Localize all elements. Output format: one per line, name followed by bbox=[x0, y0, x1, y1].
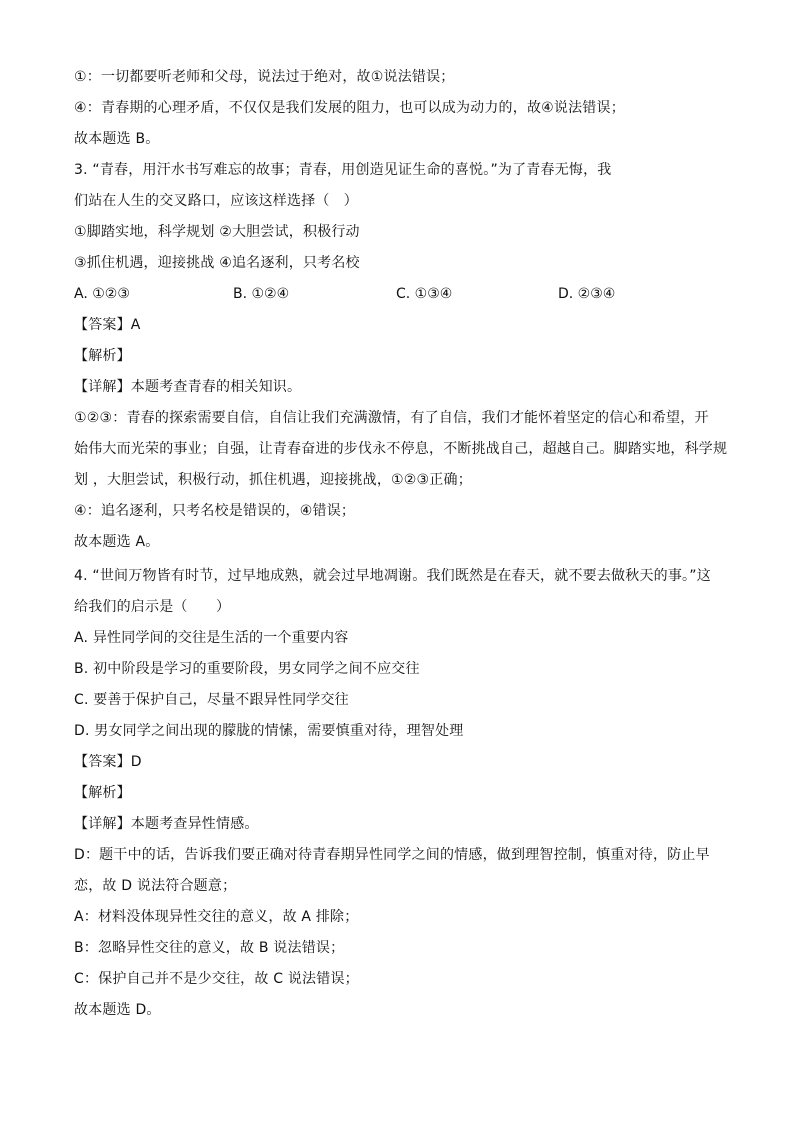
text-line: 故本题选 A。 bbox=[74, 534, 160, 550]
question-3-stem: 3. “青春，用汗水书写难忘的故事；青春，用创造见证生命的喜悦。”为了青春无悔，我 bbox=[74, 162, 612, 178]
question-3-option-c: C. ①③④ bbox=[396, 286, 453, 302]
question-4-option-b: B. 初中阶段是学习的重要阶段，男女同学之间不应交往 bbox=[74, 661, 420, 677]
text-line: 【详解】本题考查异性情感。 bbox=[74, 816, 259, 832]
text-line: 始伟大而光荣的事业；自强，让青春奋进的步伐永不停息，不断挑战自己，超越自己。脚踏实地，科学规 bbox=[74, 441, 728, 457]
answer-label: 【答案】D bbox=[74, 754, 142, 770]
text-line: 【详解】本题考查青春的相关知识。 bbox=[74, 379, 302, 395]
text-line: B：忽略异性交往的意义，故 B 说法错误； bbox=[74, 940, 345, 956]
text-line: ①脚踏实地，科学规划 ②大胆尝试，积极行动 bbox=[74, 224, 360, 240]
question-3-option-b: B. ①②④ bbox=[233, 286, 290, 302]
text-line: C：保护自己并不是少交往，故 C 说法错误； bbox=[74, 971, 359, 987]
analysis-label: 【解析】 bbox=[74, 348, 131, 364]
question-3-option-a: A. ①②③ bbox=[74, 286, 130, 302]
text-line: ①：一切都要听老师和父母，说法过于绝对，故①说法错误； bbox=[74, 69, 455, 85]
text-line: ④：青春期的心理矛盾，不仅仅是我们发展的阻力，也可以成为动力的，故④说法错误； bbox=[74, 100, 625, 116]
text-line: 故本题选 D。 bbox=[74, 1002, 161, 1018]
question-4-stem: 4. “世间万物皆有时节，过早地成熟，就会过早地凋谢。我们既然是在春天，就不要去做秋天的事。”这 bbox=[74, 568, 711, 584]
text-line: ④：追名逐利，只考名校是错误的，④错误； bbox=[74, 503, 356, 519]
question-4-option-c: C. 要善于保护自己，尽量不跟异性同学交往 bbox=[74, 692, 349, 708]
answer-label: 【答案】A bbox=[74, 317, 141, 333]
text-line: 故本题选 B。 bbox=[74, 131, 160, 147]
text-line: ①②③：青春的探索需要自信，自信让我们充满激情，有了自信，我们才能怀着坚定的信心和希望，开 bbox=[74, 410, 709, 426]
question-3-option-d: D. ②③④ bbox=[558, 286, 616, 302]
question-4-option-d: D. 男女同学之间出现的朦胧的情愫，需要慎重对待，理智处理 bbox=[74, 723, 464, 739]
text-line: 恋，故 D 说法符合题意； bbox=[74, 878, 237, 894]
question-4-option-a: A. 异性同学间的交往是生活的一个重要内容 bbox=[74, 630, 349, 646]
text-line: A：材料没体现异性交往的意义，故 A 排除； bbox=[74, 909, 359, 925]
question-4-stem-cont: 给我们的启示是（ ） bbox=[74, 599, 231, 615]
text-line: ③抓住机遇，迎接挑战 ④追名逐利，只考名校 bbox=[74, 255, 360, 271]
question-3-stem-cont: 们站在人生的交叉路口，应该这样选择（ ） bbox=[74, 193, 358, 209]
text-line: 划 ，大胆尝试，积极行动，抓住机遇，迎接挑战，①②③正确； bbox=[74, 472, 472, 488]
text-line: D：题干中的话，告诉我们要正确对待青春期异性同学之间的情感，做到理智控制，慎重对待，防止早 bbox=[74, 847, 710, 863]
analysis-label: 【解析】 bbox=[74, 785, 131, 801]
